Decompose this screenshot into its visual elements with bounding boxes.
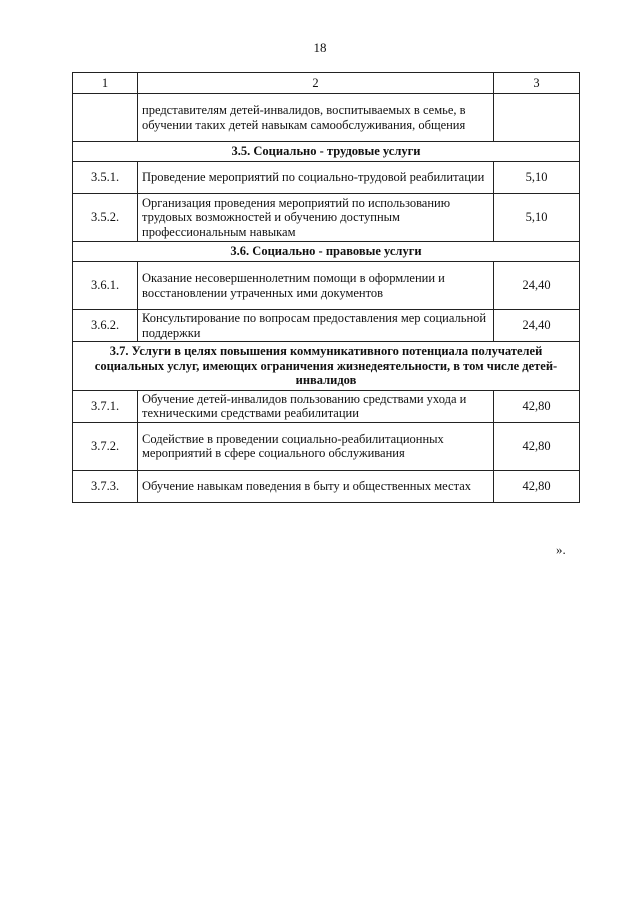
item-number: [73, 94, 138, 142]
item-number: 3.7.3.: [73, 470, 138, 502]
table-row: [73, 390, 580, 422]
page-number: 18: [313, 40, 327, 55]
service-description: Проведение мероприятий по социально-трудовой реабилитации: [138, 162, 494, 194]
section-header-row: [73, 142, 580, 162]
item-number: 3.7.1.: [73, 390, 138, 422]
table-body: [73, 73, 580, 503]
section-header-row: [73, 342, 580, 391]
table-header-row: [73, 73, 580, 94]
service-description: Организация проведения мероприятий по использованию трудовых возможностей и обучению доступным профессиональным навыкам: [138, 194, 494, 242]
tariff-value: 5,10: [494, 162, 580, 194]
tariff-value: 42,80: [494, 422, 580, 470]
section-title: 3.7. Услуги в целях повышения коммуникативного потенциала получателей социальных услуг, имеющих ограничения жизнедеятельности, в том числе детей-инвалидов: [73, 342, 580, 391]
section-header-row: [73, 242, 580, 262]
table-row: [73, 262, 580, 310]
table-row: [73, 162, 580, 194]
service-description: Содействие в проведении социально-реабилитационных мероприятий в сфере социального обслуживания: [138, 422, 494, 470]
service-description: представителям детей-инвалидов, воспитываемых в семье, в обучении таких детей навыкам самообслуживания, общения: [138, 94, 494, 142]
tariff-value: 5,10: [494, 194, 580, 242]
table-row: [73, 422, 580, 470]
item-number: 3.7.2.: [73, 422, 138, 470]
item-number: 3.5.1.: [73, 162, 138, 194]
service-description: Оказание несовершеннолетним помощи в оформлении и восстановлении утраченных ими документов: [138, 262, 494, 310]
table-row: [73, 94, 580, 142]
item-number: 3.6.1.: [73, 262, 138, 310]
table-row: [73, 470, 580, 502]
item-number: 3.5.2.: [73, 194, 138, 242]
table-row: [73, 310, 580, 342]
closing-quote-mark: ».: [556, 542, 566, 557]
services-table: [72, 72, 580, 503]
item-number: 3.6.2.: [73, 310, 138, 342]
table-row: [73, 194, 580, 242]
header-col-3: 3: [494, 73, 580, 94]
section-title: 3.5. Социально - трудовые услуги: [73, 142, 580, 162]
tariff-value: 42,80: [494, 470, 580, 502]
tariff-value: [494, 94, 580, 142]
section-title: 3.6. Социально - правовые услуги: [73, 242, 580, 262]
tariff-value: 24,40: [494, 310, 580, 342]
header-col-1: 1: [73, 73, 138, 94]
tariff-value: 24,40: [494, 262, 580, 310]
header-col-2: 2: [138, 73, 494, 94]
service-description: Обучение детей-инвалидов пользованию средствами ухода и техническими средствами реабилитации: [138, 390, 494, 422]
service-description: Консультирование по вопросам предоставления мер социальной поддержки: [138, 310, 494, 342]
service-description: Обучение навыкам поведения в быту и общественных местах: [138, 470, 494, 502]
tariff-value: 42,80: [494, 390, 580, 422]
